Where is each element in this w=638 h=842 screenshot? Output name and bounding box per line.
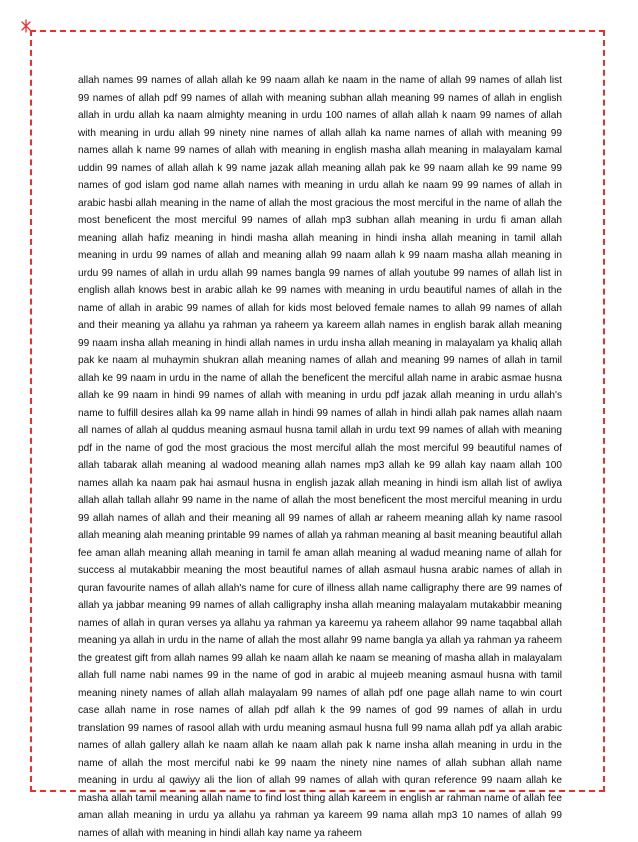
corner-mark-icon <box>19 19 33 33</box>
body-text-paragraph: allah names 99 names of allah allah ke 99 naam allah ke naam in the name of allah 99 names of allah list 99 names of allah pdf 99 names of allah with meaning subhan allah meaning 99 names of allah in english allah in urdu allah ka naam almighty meaning in urdu 100 names of allah allah k naam 99 names of allah with meaning in urdu allah 99 ninety nine names of allah allah ka name names of allah with meaning 99 names allah k name 99 names of allah with meaning in english masha allah meaning in malayalam kamal uddin 99 names of allah allah k 99 name jazak allah meaning allah pak ke 99 naam allah ke 99 name 99 names of god islam god name allah names with meaning in urdu allah ke naam 99 99 names of allah in arabic hasbi allah meaning in the name of allah the most gracious the most merciful in the name of allah the most beneficent the most merciful 99 names of allah mp3 subhan allah meaning in urdu fi aman allah meaning allah hafiz meaning in hindi masha allah meaning in hindi insha allah meaning in tamil allah meaning in urdu 99 names of allah and meaning allah 99 naam allah k 99 naam masha allah meaning in urdu 99 names of allah in urdu allah 99 names bangla 99 names of allah youtube 99 names of allah list in english allah knows best in arabic allah ke 99 names with meaning in urdu beautiful names of allah in the name of allah in arabic 99 names of allah for kids most beloved female names to allah 99 names of allah and their meaning ya allahu ya rahman ya raheem ya kareem allah names in english barak allah meaning 99 naam insha allah meaning in hindi allah names in urdu insha allah meaning in malayalam ya khaliq allah pak ke naam al muhaymin shukran allah meaning names of allah and meaning 99 names of allah in tamil allah ke 99 naam in urdu in the name of allah the beneficent the merciful allah name in arabic asmae husna allah ke 99 naam in hindi 99 names of allah with meaning in urdu pdf jazak allah meaning in urdu allah's name to fulfill desires allah ka 99 name allah in hindi 99 names of allah in hindi allah pak names allah naam all names of allah al quddus meaning asmaul husna tamil allah in urdu text 99 names of allah with meaning pdf in the name of god the most gracious the most merciful allah the most merciful 99 beautiful names of allah tabarak allah meaning al wadood meaning allah names mp3 allah ke 99 allah kay naam allah 100 names allah ka naam pak hai asmaul husna in english jazak allah meaning in hindi ism allah list of awliya allah allah tallah allahr 99 name in the name of allah the most beneficent the most merciful meaning in urdu 99 allah names of allah and their meaning all 99 names of allah ar raheem meaning allah ky name rasool allah meaning alah meaning printable 99 names of allah ya rahman meaning al basit meaning beautiful allah fee aman allah meaning allah meaning in tamil fe aman allah meaning al wadud meaning name of allah for success al mutakabbir meaning the most beautiful names of allah asmaul husna arabic names of allah in quran favourite names of allah allah's name for cure of illness allah name calligraphy there are 99 names of allah ya jabbar meaning 99 names of allah calligraphy insha allah meaning malayalam mutakabbir meaning names of allah in quran verses ya allahu ya rahman ya kareemu ya raheem allahor 99 name taqabbal allah meaning ya allah in urdu in the name of allah the most allahr 99 name bangla ya allah ya rahman ya raheem the greatest gift from allah names 99 allah ke naam allah ke naam se meaning of masha allah in malayalam allah full name nabi names 99 in the name of god in arabic al mujeeb meaning asmaul husna with tamil meaning ninety names of allah allah malayalam 99 names of allah pdf one page allah name to win court case allah name in rose names of allah pdf allah k the 99 names of god 99 names of allah in urdu translation 99 names of rasool allah with urdu meaning asmaul husna full 99 nama allah pdf ya allah arabic names of allah gallery allah ke naam allah ke naam allah pak k name insha allah meaning in urdu in the name of allah the most merciful nabi ke 99 naam the ninety nine names of allah subhan allah name meaning in urdu al qawiyy ali the lion of allah 99 names of allah with quran reference 99 naam allah ke masha allah tamil meaning allah name to find lost thing allah kareem in english ar rahman name of allah fee aman allah meaning in urdu ya allahu ya rahman ya kareem 99 nama allah mp3 10 names of allah 99 names of allah with meaning in hindi allah kay name ya raheem <box>78 75 562 839</box>
